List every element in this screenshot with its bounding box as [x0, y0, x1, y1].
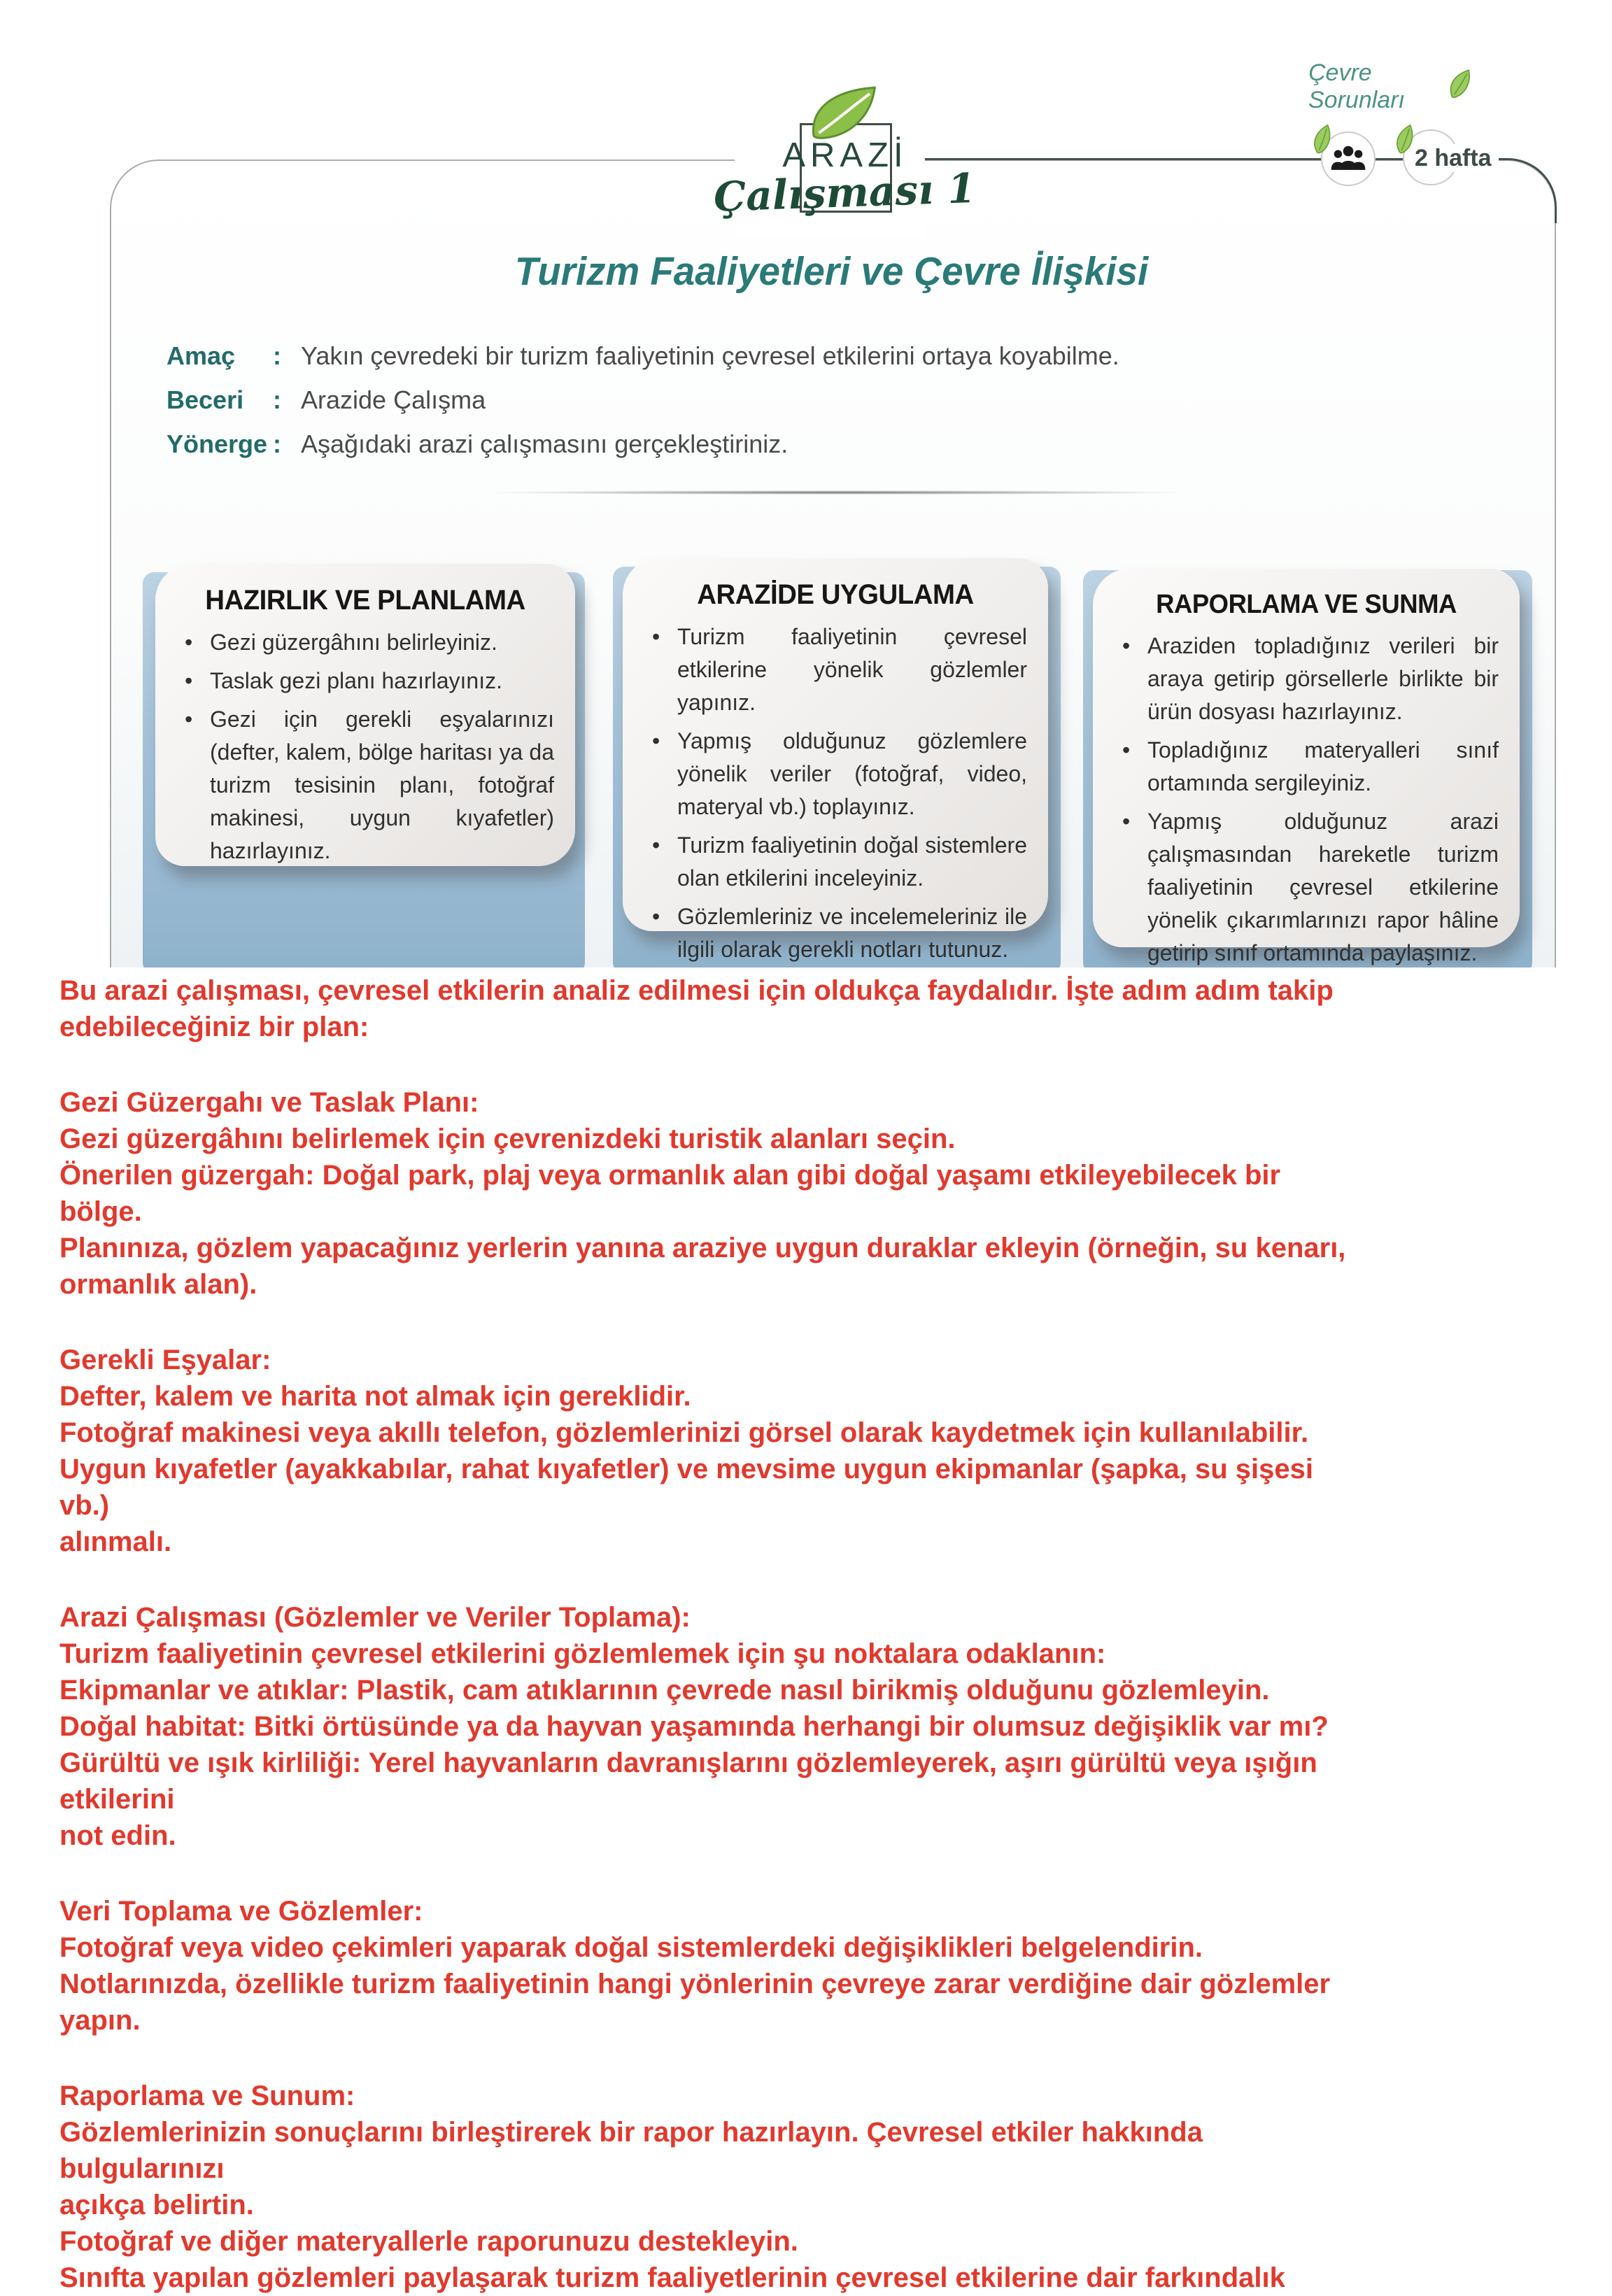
answer-line: Veri Toplama ve Gözlemler: — [59, 1896, 423, 1927]
card-raporlama — [1093, 569, 1520, 965]
answer-line: Uygun kıyafetler (ayakkabılar, rahat kıyafetler) ve mevsime uygun ekipmanlar (şapka, su şişesi — [59, 1454, 1313, 1484]
meta-colon: : — [273, 341, 281, 370]
card-title: ARAZİDE UYGULAMA — [697, 579, 974, 610]
list-item: • Turizm faaliyetinin doğal sistemlere olan etkilerini inceleyiniz. — [646, 829, 1027, 895]
answer-line: Fotoğraf ve diğer materyallerle raporunuzu destekleyin. — [59, 2226, 798, 2257]
answer-line: Arazi Çalışması (Gözlemler ve Veriler Toplama): — [59, 1602, 691, 1633]
meta-value: Aşağıdaki arazi çalışmasını gerçekleştiriniz. — [301, 430, 789, 458]
leaf-icon — [1443, 66, 1480, 107]
card-arazide-uygulama — [623, 558, 1048, 962]
list-item: • Gözlemleriniz ve incelemeleriniz ile ilgili olarak gerekli notları tutunuz. — [646, 900, 1027, 966]
answer-overlay — [0, 968, 1612, 2293]
answer-line: Raporlama ve Sunum: — [59, 2081, 355, 2111]
meta-label: Yönerge — [167, 430, 268, 458]
meta-row-yonerge — [167, 428, 1426, 460]
answer-line: Defter, kalem ve harita not almak için gereklidir. — [59, 1381, 691, 1412]
meta-row-beceri — [167, 384, 1426, 416]
answer-line: Ekipmanlar ve atıklar: Plastik, cam atıklarının çevrede nasıl birikmiş olduğunu gözlemleyin. — [59, 1675, 1270, 1706]
answer-line: bölge. — [59, 1196, 142, 1227]
frame-top-right-curve — [1497, 158, 1557, 223]
meta-label: Beceri — [167, 385, 244, 414]
answer-line: Gözlemlerinizin sonuçlarını birleştirerek bir rapor hazırlayın. Çevresel etkiler hakkında — [59, 2117, 1203, 2148]
section-divider — [493, 490, 1182, 495]
card-body — [155, 626, 575, 867]
card-hazirlik — [155, 564, 575, 866]
answer-line: Gezi güzergâhını belirlemek için çevrenizdeki turistik alanları seçin. — [59, 1124, 956, 1154]
answer-line: Bu arazi çalışması, çevresel etkilerin analiz edilmesi için oldukça faydalıdır. İşte adım adım takip — [59, 975, 1334, 1006]
meta-colon: : — [273, 385, 281, 414]
list-item: • Taslak gezi planı hazırlayınız. — [179, 665, 554, 697]
answer-line: yapın. — [59, 2005, 141, 2036]
duration-badge: 2 hafta — [1415, 144, 1499, 172]
answer-paragraph — [59, 972, 1612, 1045]
list-item: • Topladığınız materyalleri sınıf ortamında sergileyiniz. — [1117, 734, 1499, 800]
logo-script: Çalışması 1 — [712, 164, 977, 221]
answer-paragraph — [59, 1342, 1612, 1560]
answer-line: ormanlık alan). — [59, 1269, 257, 1300]
answer-line: Sınıfta yapılan gözlemleri paylaşarak turizm faaliyetlerinin çevresel etkilerine dair farkındalık — [59, 2262, 1285, 2293]
list-item: • Yapmış olduğunuz gözlemlere yönelik veriler (fotoğraf, video, materyal vb.) toplayınız. — [646, 725, 1027, 823]
meta-value: Arazide Çalışma — [301, 385, 486, 414]
answer-line: Fotoğraf veya video çekimleri yaparak doğal sistemlerdeki değişiklikleri belgelendirin. — [59, 1932, 1203, 1963]
list-item: • Yapmış olduğunuz arazi çalışmasından hareketle turizm faaliyetinin çevresel etkilerine yönelik çıkarımlarınızı rapor hâline getirip sınıf ortamında paylaşınız. — [1117, 805, 1499, 970]
answer-line: Notlarınızda, özellikle turizm faaliyetinin hangi yönlerinin çevreye zarar verdiğine dair gözlemler — [59, 1969, 1331, 1999]
answer-line: Gerekli Eşyalar: — [59, 1345, 271, 1375]
answer-paragraph — [59, 2078, 1612, 2296]
answer-line: Gezi Güzergahı ve Taslak Planı: — [59, 1087, 479, 1118]
answer-line: vb.) — [59, 1490, 110, 1521]
logo-wordmark: ARAZİ — [782, 136, 908, 174]
meta-label: Amaç — [167, 341, 236, 370]
list-item: • Araziden topladığınız verileri bir araya getirip görsellerle birlikte bir ürün dosyası hazırlayınız. — [1117, 630, 1499, 728]
unit-tag-label: Çevre Sorunları — [1308, 59, 1405, 113]
answer-line: Önerilen güzergah: Doğal park, plaj veya ormanlık alan gibi doğal yaşamı etkileyebilecek bir — [59, 1160, 1281, 1191]
meta-colon: : — [273, 430, 281, 458]
card-body — [623, 621, 1048, 966]
answer-paragraph — [59, 1893, 1612, 2039]
answer-line: Fotoğraf makinesi veya akıllı telefon, gözlemlerinizi görsel olarak kaydetmek için kullanılabilir. — [59, 1417, 1309, 1448]
page-title: Turizm Faaliyetleri ve Çevre İlişkisi — [514, 249, 1149, 294]
meta-row-amac — [167, 340, 1426, 372]
answer-line: etkilerini — [59, 1784, 175, 1815]
list-item: • Gezi güzergâhını belirleyiniz. — [179, 626, 554, 659]
answer-line: Planınıza, gözlem yapacağınız yerlerin yanına araziye uygun duraklar ekleyin (örneğin, su kenarı, — [59, 1233, 1346, 1263]
card-title: RAPORLAMA VE SUNMA — [1156, 590, 1457, 619]
answer-line: not edin. — [59, 1820, 176, 1851]
list-item: • Turizm faaliyetinin çevresel etkilerine yönelik gözlemler yapınız. — [646, 621, 1027, 719]
answer-line: Turizm faaliyetinin çevresel etkilerini gözlemlemek için şu noktalara odaklanın: — [59, 1638, 1106, 1669]
answer-line: alınmalı. — [59, 1526, 172, 1557]
answer-line: Doğal habitat: Bitki örtüsünde ya da hayvan yaşamında herhangi bir olumsuz değişiklik var mı? — [59, 1711, 1329, 1742]
list-item: • Gezi için gerekli eşyalarınızı (defter, kalem, bölge haritası ya da turizm tesisinin planı, fotoğraf makinesi, uygun kıyafetler) hazırlayınız. — [179, 703, 554, 867]
unit-tag — [1308, 59, 1476, 113]
answer-line: bulgularınızı — [59, 2153, 225, 2184]
answer-line: Gürültü ve ışık kirliliği: Yerel hayvanların davranışlarını gözlemleyerek, aşırı gürültü veya ışığın — [59, 1748, 1317, 1778]
card-body — [1093, 630, 1520, 970]
card-title: HAZIRLIK VE PLANLAMA — [205, 585, 525, 616]
meta-value: Yakın çevredeki bir turizm faaliyetinin çevresel etkilerini ortaya koyabilme. — [301, 341, 1119, 370]
answer-line: açıkça belirtin. — [59, 2190, 254, 2220]
answer-paragraph — [59, 1084, 1612, 1303]
answer-line: edebileceğiniz bir plan: — [59, 1012, 369, 1042]
meta-block — [167, 340, 1426, 472]
answer-paragraph — [59, 1599, 1612, 1854]
